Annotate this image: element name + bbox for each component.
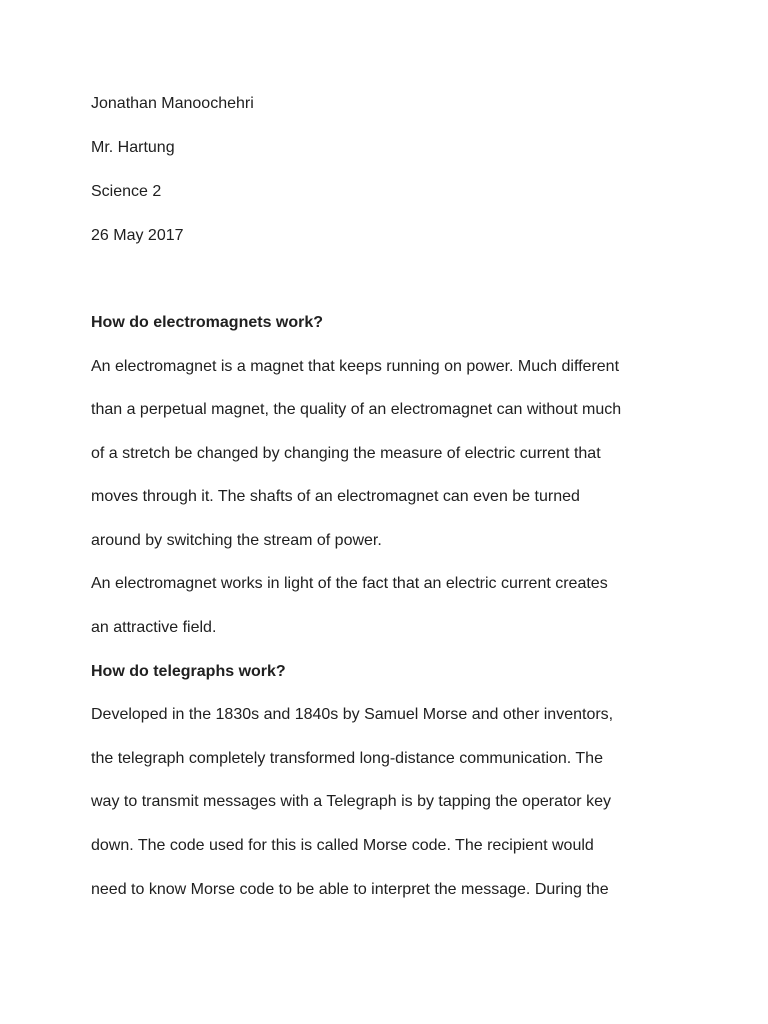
paragraph-line: way to transmit messages with a Telegraph is by tapping the operator key [91,793,611,810]
paragraph-line: An electromagnet is a magnet that keeps running on power. Much different [91,358,620,375]
paragraph-line: around by switching the stream of power. [91,532,382,549]
paragraph-line: down. The code used for this is called Morse code. The recipient would [91,837,594,854]
paragraph-line: an attractive field. [91,619,217,636]
paragraph-line: need to know Morse code to be able to interpret the message. During the [91,881,609,898]
paragraph-line: of a stretch be changed by changing the measure of electric current that [91,445,601,462]
date-line: 26 May 2017 [91,227,184,244]
paragraph-line: An electromagnet works in light of the fact that an electric current creates [91,575,608,592]
paragraph-line: moves through it. The shafts of an electromagnet can even be turned [91,488,580,505]
teacher-name: Mr. Hartung [91,139,175,156]
author-name: Jonathan Manoochehri [91,95,254,112]
paragraph-line: Developed in the 1830s and 1840s by Samuel Morse and other inventors, [91,706,614,723]
course-name: Science 2 [91,183,162,200]
section-heading-telegraphs: How do telegraphs work? [91,663,286,680]
paragraph-line: than a perpetual magnet, the quality of an electromagnet can without much [91,401,622,418]
section-heading-electromagnets: How do electromagnets work? [91,314,324,331]
paragraph-line: the telegraph completely transformed long-distance communication. The [91,750,603,767]
